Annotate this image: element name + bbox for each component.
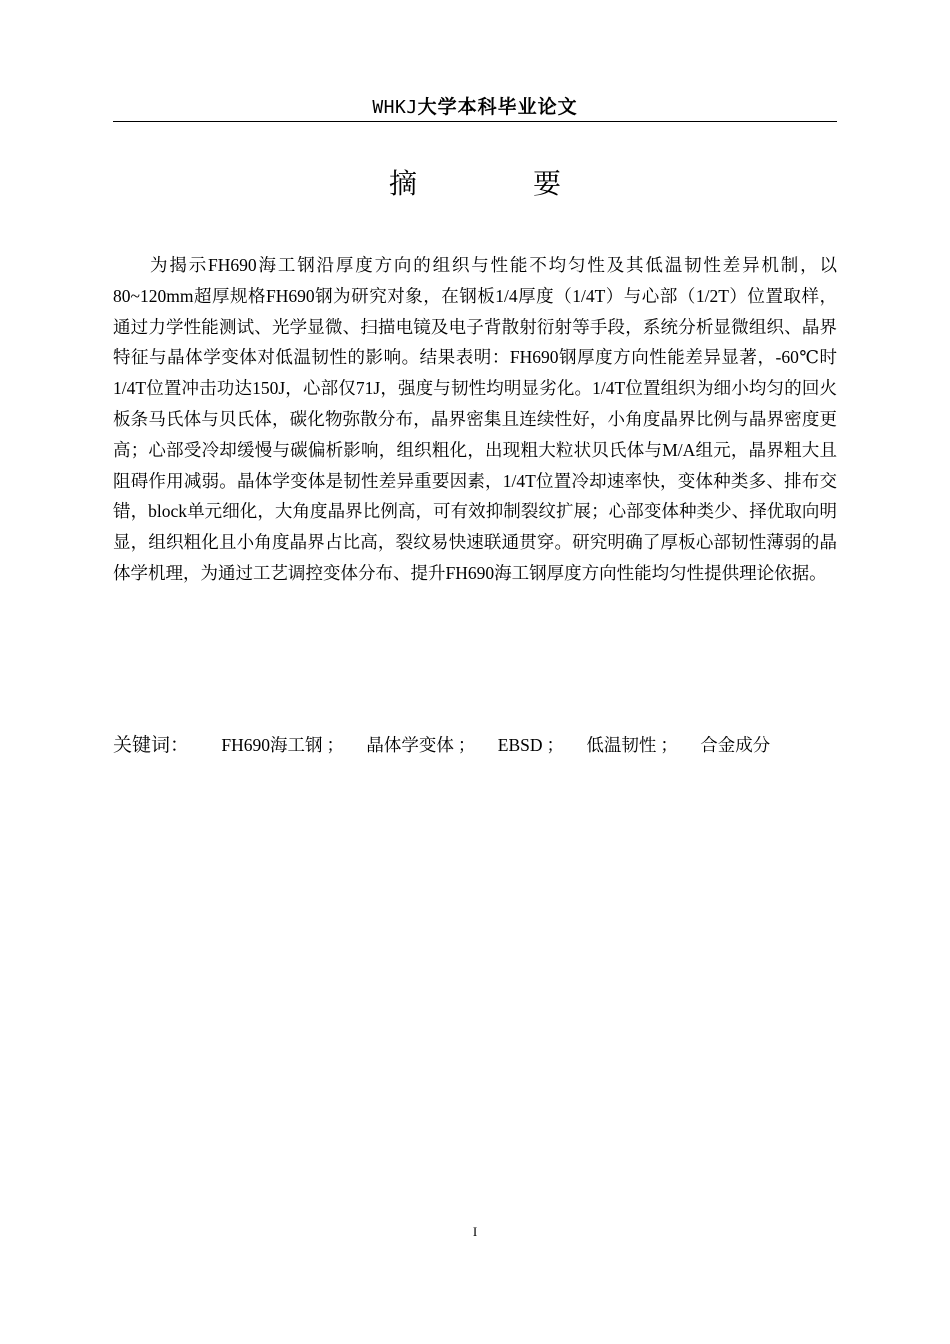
- header-thesis-type: 大学本科毕业论文: [417, 96, 578, 118]
- keyword-item: EBSD: [497, 735, 543, 755]
- keyword-separator: ；: [660, 735, 678, 755]
- keyword-item: 合金成分: [700, 735, 771, 755]
- keywords-label: 关键词：: [113, 734, 190, 756]
- keyword-separator: ；: [326, 735, 345, 755]
- header-school-code: WHKJ: [372, 97, 418, 118]
- keyword-item: 低温韧性: [586, 735, 657, 755]
- keyword-separator: ；: [457, 735, 476, 755]
- keyword-item: 晶体学变体: [366, 735, 454, 755]
- abstract-title: 摘 要: [388, 167, 605, 200]
- abstract-body: 为揭示FH690海工钢沿厚度方向的组织与性能不均匀性及其低温韧性差异机制，以 80~120mm超厚规格FH690钢为研究对象，在钢板1/4厚度（1/4T）与心部（1/2T）位置取样，通过力学性能测试、光学显微、扫描电镜及电子背散射衍射等手段，系统分析显微组织、晶界特征与晶体学变体对低温韧性的影响。结果表明：FH690钢厚度方向性能差异显著，-60℃时1/4T位置冲击功达150J，心部仅71J，强度与韧性均明显劣化。1/4T位置组织为细小均匀的回火板条马氏体与贝氏体，碳化物弥散分布，晶界密集且连续性好，小角度晶界比例与晶界密度更高；心部受冷却缓慢与碳偏析影响，组织粗化，出现粗大粒状贝氏体与M/A组元，晶界粗大且阻碍作用减弱。晶体学变体是韧性差异重要因素，1/4T位置冷却速率快，变体种类多、排布交错，block单元细化，大角度晶界比例高，可有效抑制裂纹扩展；心部变体种类少、择优取向明显，组织粗化且小角度晶界占比高，裂纹易快速联通贯穿。研究明确了厚板心部韧性薄弱的晶体学机理，为通过工艺调控变体分布、提升FH690海工钢厚度方向性能均匀性提供理论依据。: [113, 255, 837, 583]
- keyword-separator: ；: [546, 735, 564, 755]
- keywords-line: [113, 730, 837, 760]
- page-number: I: [472, 1224, 478, 1239]
- page-header: [113, 94, 837, 122]
- keyword-item: FH690海工钢: [221, 735, 323, 755]
